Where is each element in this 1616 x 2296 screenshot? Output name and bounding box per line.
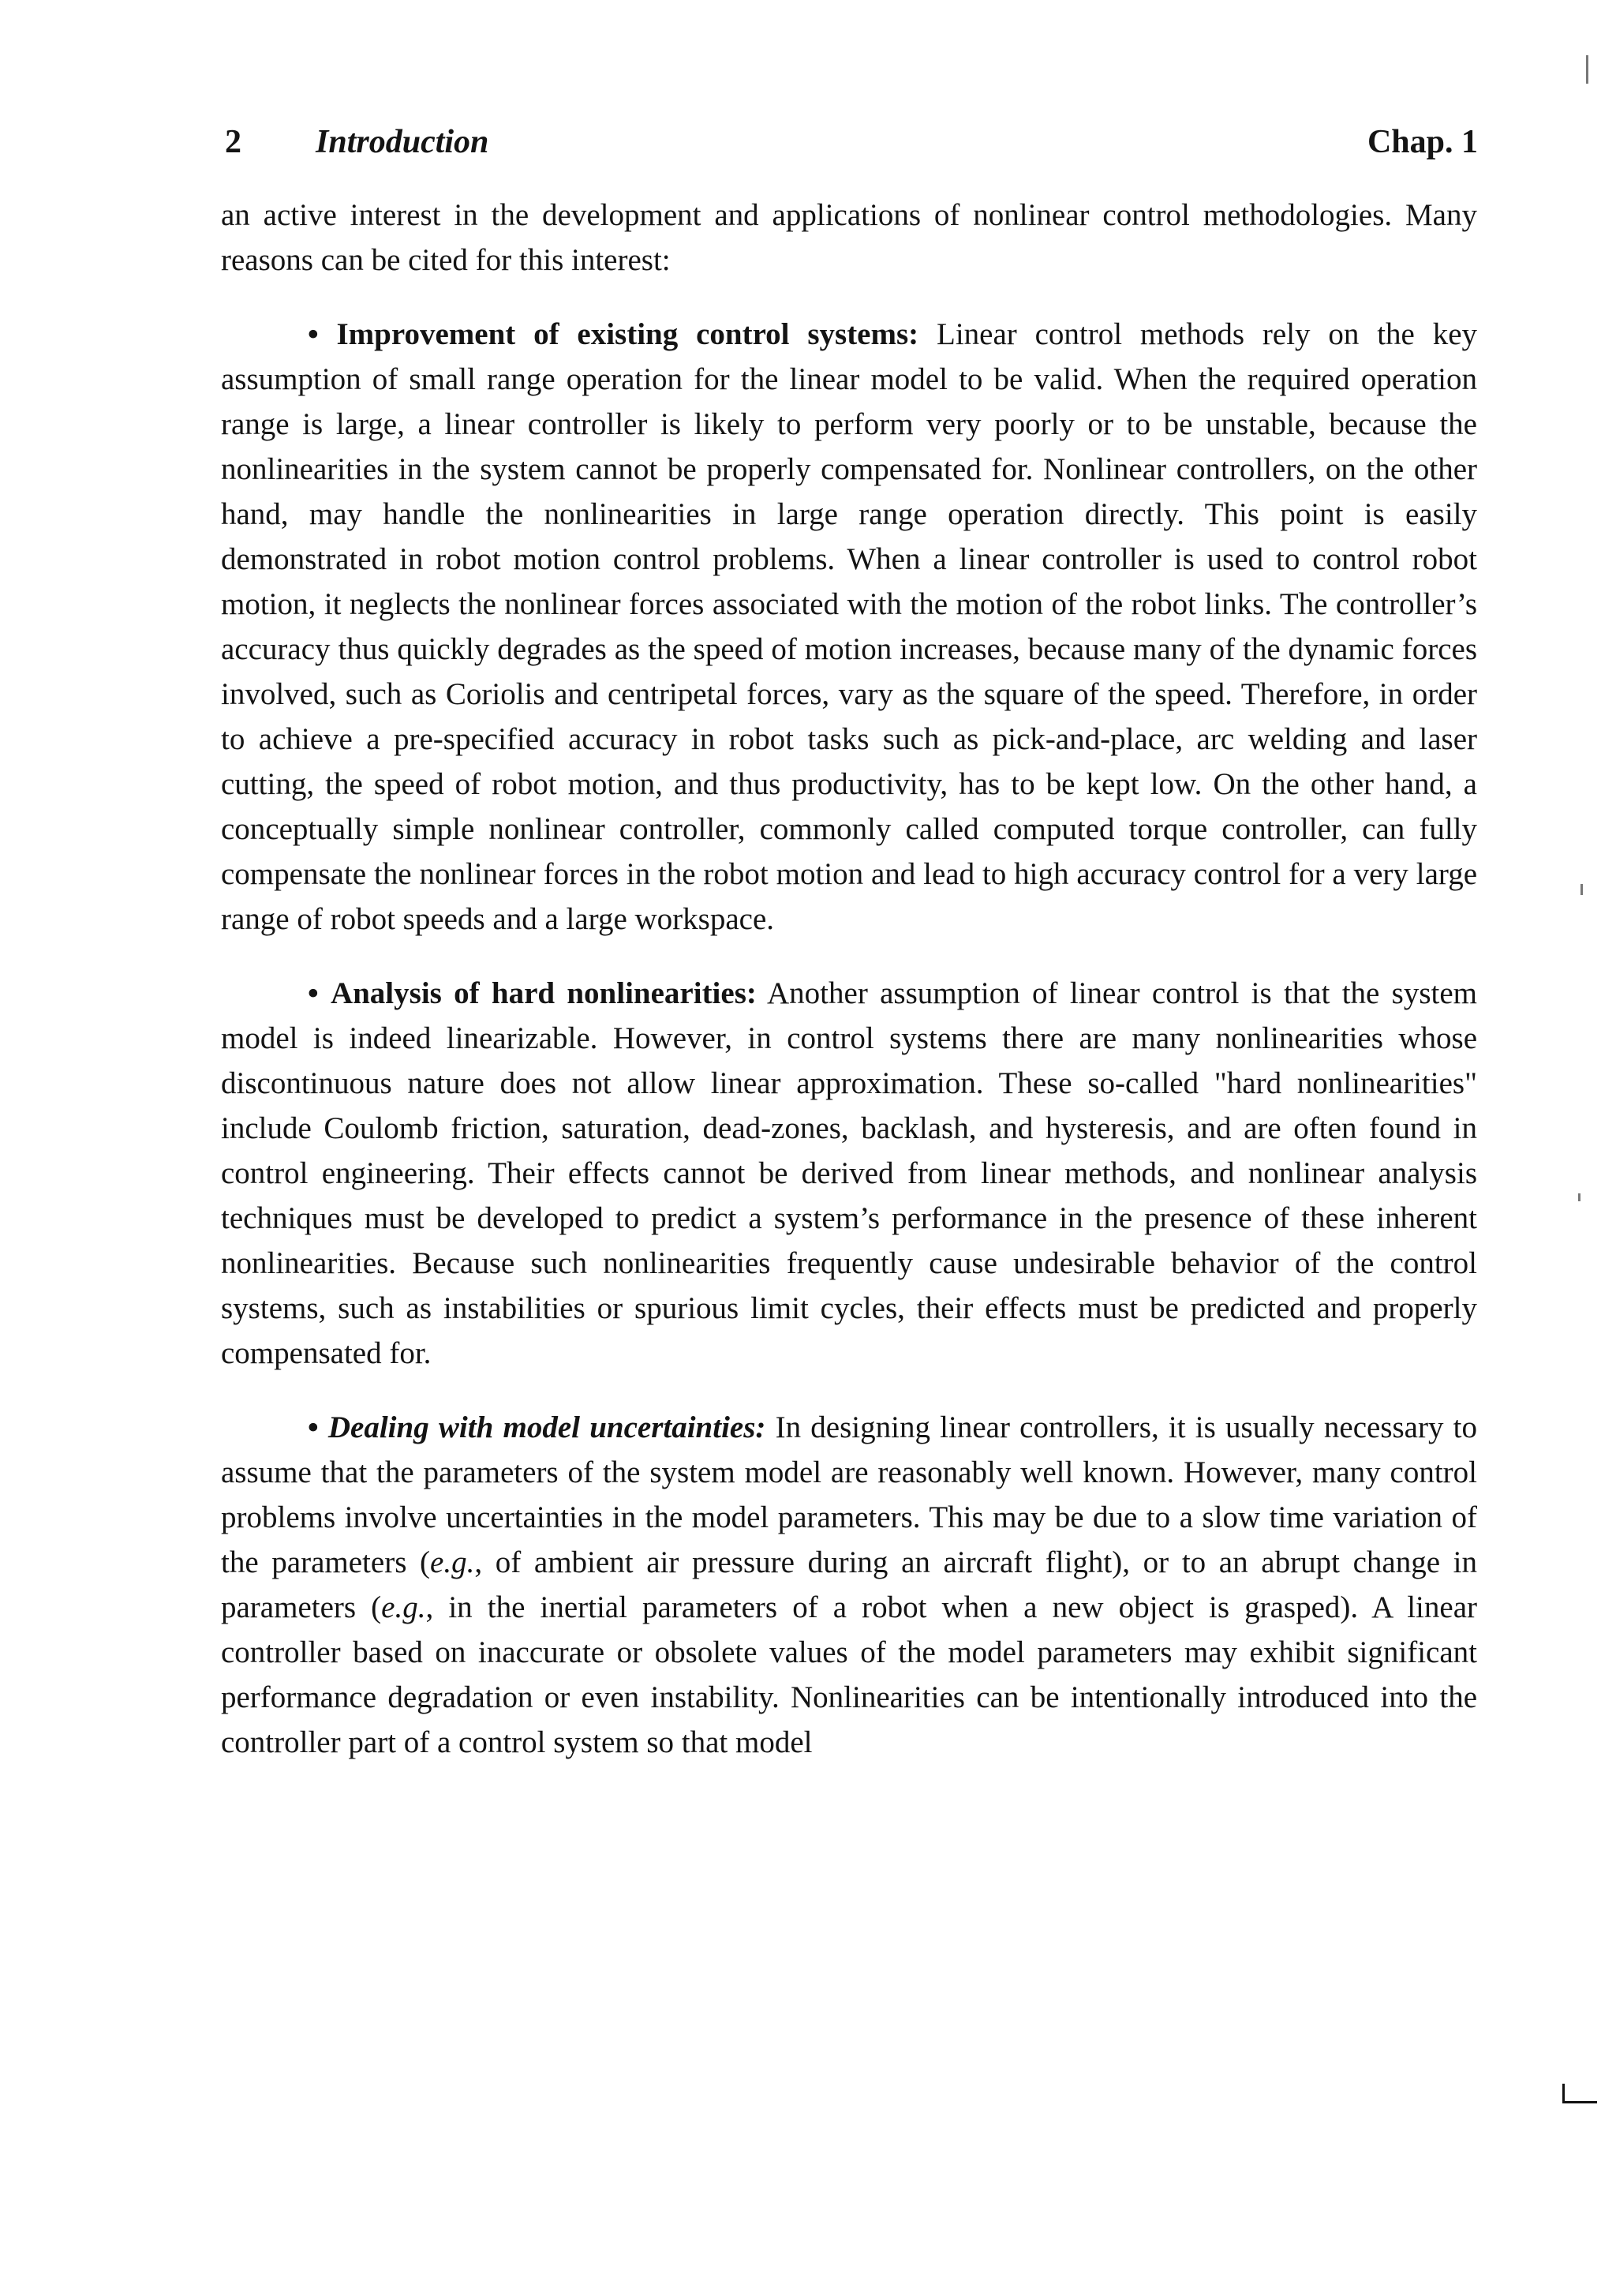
- bullet-marker: •: [308, 317, 319, 351]
- running-header: [225, 118, 1478, 166]
- bullet-text-model-uncertainties-c: , in the inertial parameters of a robot when a new object is grasped). A linear controller based on inaccurate or obsolete values of the model parameters may exhibit significant performance degradation or even instability. Nonlinearities can be intentionally introduced into the controller part of a control system so that model: [221, 1590, 1477, 1759]
- intro-paragraph: [221, 193, 1477, 283]
- scan-speck: [1586, 55, 1588, 84]
- intro-text: an active interest in the development and applications of nonlinear control methodologies. Many reasons can be cited for this interest:: [221, 198, 1477, 277]
- eg-abbreviation: e.g.: [381, 1590, 426, 1624]
- bullet-title-model-uncertainties: Dealing with model uncertainties:: [327, 1410, 766, 1444]
- body-text: [221, 193, 1477, 1794]
- bullet-paragraph-hard-nonlinearities: [221, 971, 1477, 1376]
- bullet-paragraph-model-uncertainties: [221, 1405, 1477, 1765]
- eg-abbreviation: e.g.: [430, 1545, 475, 1579]
- bullet-title-improvement: Improvement of existing control systems:: [336, 317, 919, 351]
- bullet-text-model-uncertainties-b: , of ambient air pressure during an aircraft flight), or to an abrupt change in parameters (: [221, 1545, 1478, 1624]
- page-number: 2: [225, 124, 241, 160]
- bullet-text-model-uncertainties-a: In designing linear controllers, it is usually necessary to assume that the parameters of the system model are reasonably well known. However, many control problems involve uncertainties in the model parameters. This may be due to a slow time variation of the parameters (: [221, 1410, 1478, 1579]
- chapter-label: Chap. 1: [1367, 124, 1478, 160]
- section-title: Introduction: [316, 124, 489, 160]
- bullet-marker: •: [308, 976, 319, 1010]
- bullet-marker: •: [308, 1410, 319, 1444]
- bullet-text-improvement: Linear control methods rely on the key assumption of small range operation for the linear model to be valid. When the required operation range is large, a linear controller is likely to perform very poorly or to be unstable, because the nonlinearities in the system cannot be properly compensated for. Nonlinear controllers, on the other hand, may handle the nonlinearities in large range operation directly. This point is easily demonstrated in robot motion control problems. When a linear controller is used to control robot motion, it neglects the nonlinear forces associated with the motion of the robot links. The controller’s accuracy thus quickly degrades as the speed of motion increases, because many of the dynamic forces involved, such as Coriolis and centripetal forces, vary as the square of the speed. Therefore, in order to achieve a pre-specified accuracy in robot tasks such as pick-and-place, arc welding and laser cutting, the speed of robot motion, and thus productivity, has to be kept low. On the other hand, a conceptually simple nonlinear controller, commonly called computed torque controller, can fully compensate the nonlinear forces in the robot motion and lead to high accuracy control for a very large range of robot speeds and a large workspace.: [221, 317, 1478, 936]
- scan-speck: [1580, 884, 1583, 895]
- scan-speck: [1578, 1193, 1580, 1201]
- bullet-title-hard-nonlinearities: Analysis of hard nonlinearities:: [330, 976, 757, 1010]
- bullet-text-hard-nonlinearities: Another assumption of linear control is that the system model is indeed linearizable. However, in control systems there are many nonlinearities whose discontinuous nature does not allow linear approximation. These so-called "hard nonlinearities" include Coulomb friction, saturation, dead-zones, backlash, and hysteresis, and are often found in control engineering. Their effects cannot be derived from linear methods, and nonlinear analysis techniques must be developed to predict a system’s performance in the presence of these inherent nonlinearities. Because such nonlinearities frequently cause undesirable behavior of the control systems, such as instabilities or spurious limit cycles, their effects must be predicted and properly compensated for.: [221, 976, 1477, 1370]
- bullet-paragraph-improvement: [221, 312, 1477, 942]
- corner-crop-mark: [1562, 2084, 1597, 2104]
